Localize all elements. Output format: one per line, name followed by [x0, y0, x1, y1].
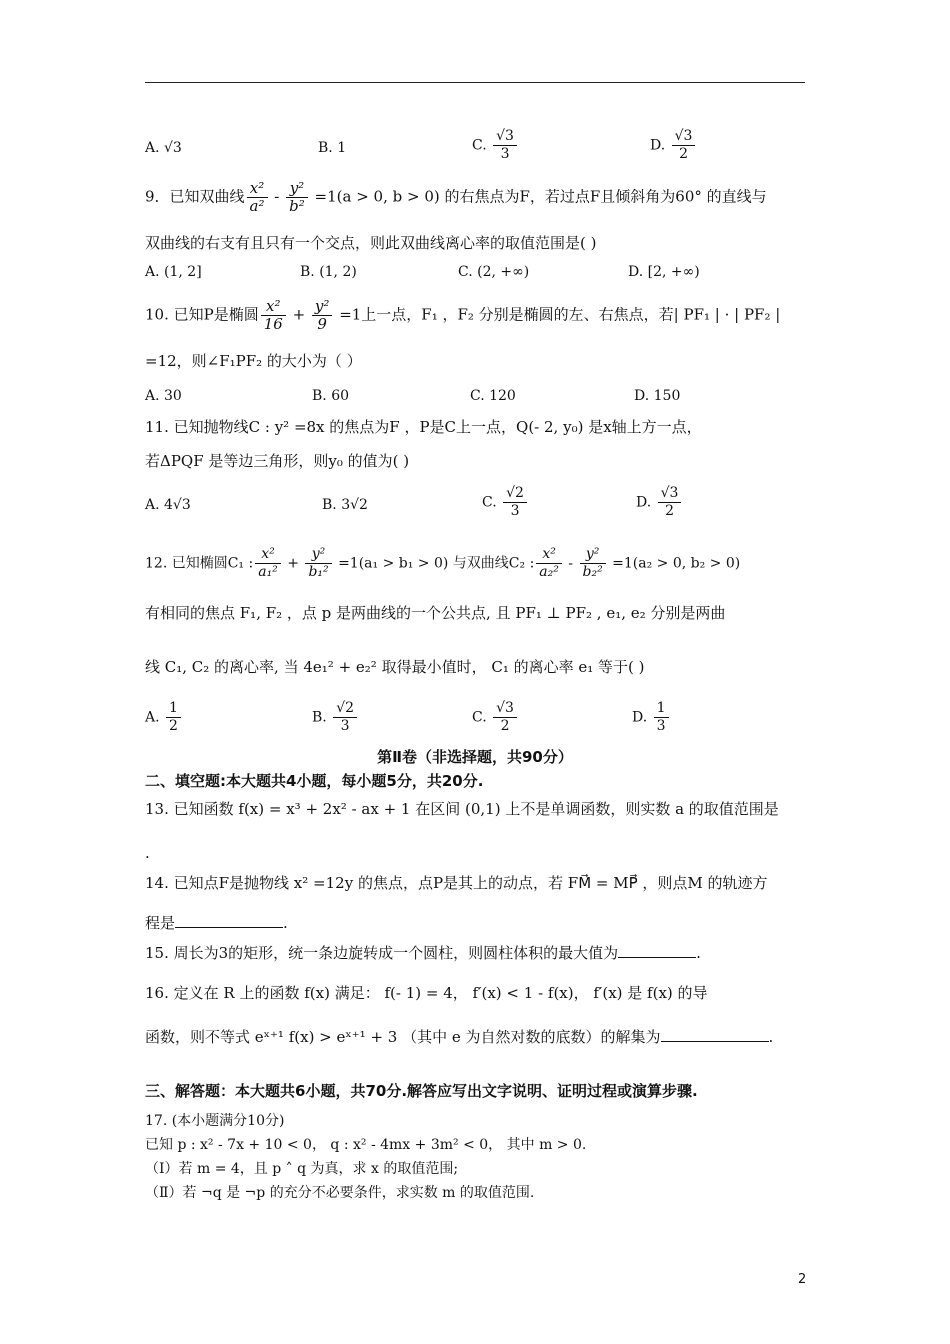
q10-line-1: 10. 已知P是椭圆 $\frac{\text{x²}}{16}$ + $\frac{\text{y²}}{9}$ =1上一点，F₁ ，F₂ 分别是椭圆的左、右焦点，若| PF₁ | · | PF₂ | [145, 297, 781, 333]
q11-option-c-fraction: $\frac{√2}{3}$ [503, 485, 527, 520]
q11-line-2: 若ΔPQF 是等边三角形，则y₀ 的值为( ) [145, 452, 410, 470]
q13-line-2: . [145, 844, 150, 862]
q11-option-a: A. 4√3 [145, 497, 191, 513]
q14-line-1: 14. 已知点F是抛物线 x² =12y 的焦点，点P是其上的动点，若 FM⃗ = MP⃗ ，则点M 的轨迹方 [145, 874, 768, 892]
q16-line-1: 16. 定义在 R 上的函数 f(x) 满足： f(- 1) = 4， f′(x) < 1 - f(x)， f′(x) 是 f(x) 的导 [145, 984, 708, 1002]
q8-option-c-fraction: $\frac{√3}{3}$ [493, 128, 517, 163]
q16-line-2: 函数，则不等式 eˣ⁺¹ f(x) > eˣ⁺¹ + 3 （其中 e 为自然对数的底数）的解集为 . [145, 1028, 774, 1046]
q12-option-d-fraction: $\frac{1}{3}$ [654, 700, 669, 735]
q10-fraction-1: $\frac{\text{x²}}{16}$ [261, 298, 286, 333]
q12-option-b: B. $\frac{√2}{3}$ [312, 700, 359, 735]
q16-answer-blank [661, 1027, 769, 1042]
q8-option-b: B. 1 [318, 140, 347, 156]
q15-answer-blank [618, 943, 696, 958]
q11-option-d-fraction: $\frac{√3}{2}$ [658, 485, 682, 520]
q9-option-c: C. (2, +∞) [458, 264, 530, 280]
q12-option-d: D. $\frac{1}{3}$ [632, 700, 671, 735]
q14-line-2: 程是 . [145, 914, 288, 932]
q12-option-c: C. $\frac{√3}{2}$ [472, 700, 519, 735]
q9-fraction-1: $\frac{\text{x²}}{\text{a²}}$ [247, 180, 268, 215]
q9-option-d: D. [2, +∞) [628, 264, 700, 280]
q12-fraction-4: $\frac{\text{y²}}{\text{b₂²}}$ [580, 546, 606, 581]
q11-option-d-label: D. [636, 494, 652, 511]
q17-line-4: （Ⅱ）若 ¬q 是 ¬p 的充分不必要条件，求实数 m 的取值范围. [145, 1185, 535, 1201]
q11-option-d [636, 485, 683, 520]
section3-heading: 三、解答题：本大题共6小题，共70分.解答应写出文字说明、证明过程或演算步骤. [145, 1082, 698, 1100]
q12-fraction-2: $\frac{\text{y²}}{\text{b₁²}}$ [305, 546, 331, 581]
q9-option-b: B. (1, 2) [300, 264, 357, 280]
q9-option-a: A. (1, 2] [145, 264, 202, 280]
q12-line-1: 12. 已知椭圆C₁ : $\frac{\text{x²}}{\text{a₁²}}$ + $\frac{\text{y²}}{\text{b₁²}}$ =1(a₁ > b₁ > 0) 与双曲线C₂ : $\frac{\text{x²}}{\text{a₂²}}$ - $\frac{\text{y²}}{\text{b₂²}}$ =1(a₂ > 0, b₂ > 0) [145, 546, 741, 580]
q12-option-a: A. $\frac{1}{2}$ [145, 700, 183, 735]
q12-option-b-fraction: $\frac{√2}{3}$ [333, 700, 357, 735]
q9-line-2: 双曲线的右支有且只有一个交点，则此双曲线离心率的取值范围是( ) [145, 234, 597, 252]
q13-line-1: 13. 已知函数 f(x) = x³ + 2x² - ax + 1 在区间 (0,1) 上不是单调函数，则实数 a 的取值范围是 [145, 800, 779, 818]
q10-fraction-2: $\frac{\text{y²}}{9}$ [312, 298, 333, 333]
q8-option-d [650, 128, 697, 163]
q12-fraction-1: $\frac{\text{x²}}{\text{a₁²}}$ [255, 546, 281, 581]
q12-line-3: 线 C₁, C₂ 的离心率, 当 4e₁² + e₂² 取得最小值时， C₁ 的离心率 e₁ 等于( ) [145, 658, 645, 676]
q10-option-b: B. 60 [312, 388, 350, 404]
q12-fraction-3: $\frac{\text{x²}}{\text{a₂²}}$ [536, 546, 562, 581]
section2-heading: 二、填空题:本大题共4小题，每小题5分，共20分. [145, 772, 484, 790]
q10-option-a: A. 30 [145, 388, 182, 404]
q14-answer-blank [175, 913, 283, 928]
q8-option-c [472, 128, 519, 163]
q11-option-c [482, 485, 529, 520]
q11-option-c-label: C. [482, 494, 497, 511]
q10-option-c: C. 120 [470, 388, 516, 404]
q8-option-a: A. √3 [145, 140, 182, 156]
q9-fraction-2: $\frac{\text{y²}}{\text{b²}}$ [286, 180, 308, 215]
q10-option-d: D. 150 [634, 388, 681, 404]
q17-line-1: 17. (本小题满分10分) [145, 1113, 285, 1129]
q12-line-2: 有相同的焦点 F₁, F₂ ，点 p 是两曲线的一个公共点, 且 PF₁ ⊥ PF₂ , e₁, e₂ 分别是两曲 [145, 604, 726, 622]
q17-line-2: 已知 p : x² - 7x + 10 < 0， q : x² - 4mx + 3m² < 0， 其中 m > 0. [145, 1137, 587, 1153]
q8-option-d-fraction: $\frac{√3}{2}$ [672, 128, 696, 163]
page-number: 2 [798, 1272, 807, 1287]
part2-title: 第Ⅱ卷（非选择题，共90分） [377, 748, 573, 766]
q12-option-a-fraction: $\frac{1}{2}$ [166, 700, 181, 735]
q17-line-3: （Ⅰ）若 m = 4，且 p ˄ q 为真，求 x 的取值范围; [145, 1161, 459, 1177]
q11-option-b: B. 3√2 [322, 497, 368, 513]
q15-line: 15. 周长为3的矩形，统一条边旋转成一个圆柱，则圆柱体积的最大值为 . [145, 944, 701, 962]
header-rule [145, 82, 805, 83]
q8-option-d-label: D. [650, 137, 666, 154]
q11-line-1: 11. 已知抛物线C : y² =8x 的焦点为F ，P是C上一点，Q(- 2, y₀) 是x轴上方一点， [145, 418, 702, 436]
q9-line-1: 9．已知双曲线 $\frac{\text{x²}}{\text{a²}}$ - $\frac{\text{y²}}{\text{b²}}$ =1(a > 0, b > 0) 的右焦点为F，若过点F且倾斜角为60° 的直线与 [145, 179, 767, 215]
q8-option-c-label: C. [472, 137, 487, 154]
q12-option-c-fraction: $\frac{√3}{2}$ [493, 700, 517, 735]
q10-line-2: =12，则∠F₁PF₂ 的大小为（ ） [145, 352, 362, 370]
